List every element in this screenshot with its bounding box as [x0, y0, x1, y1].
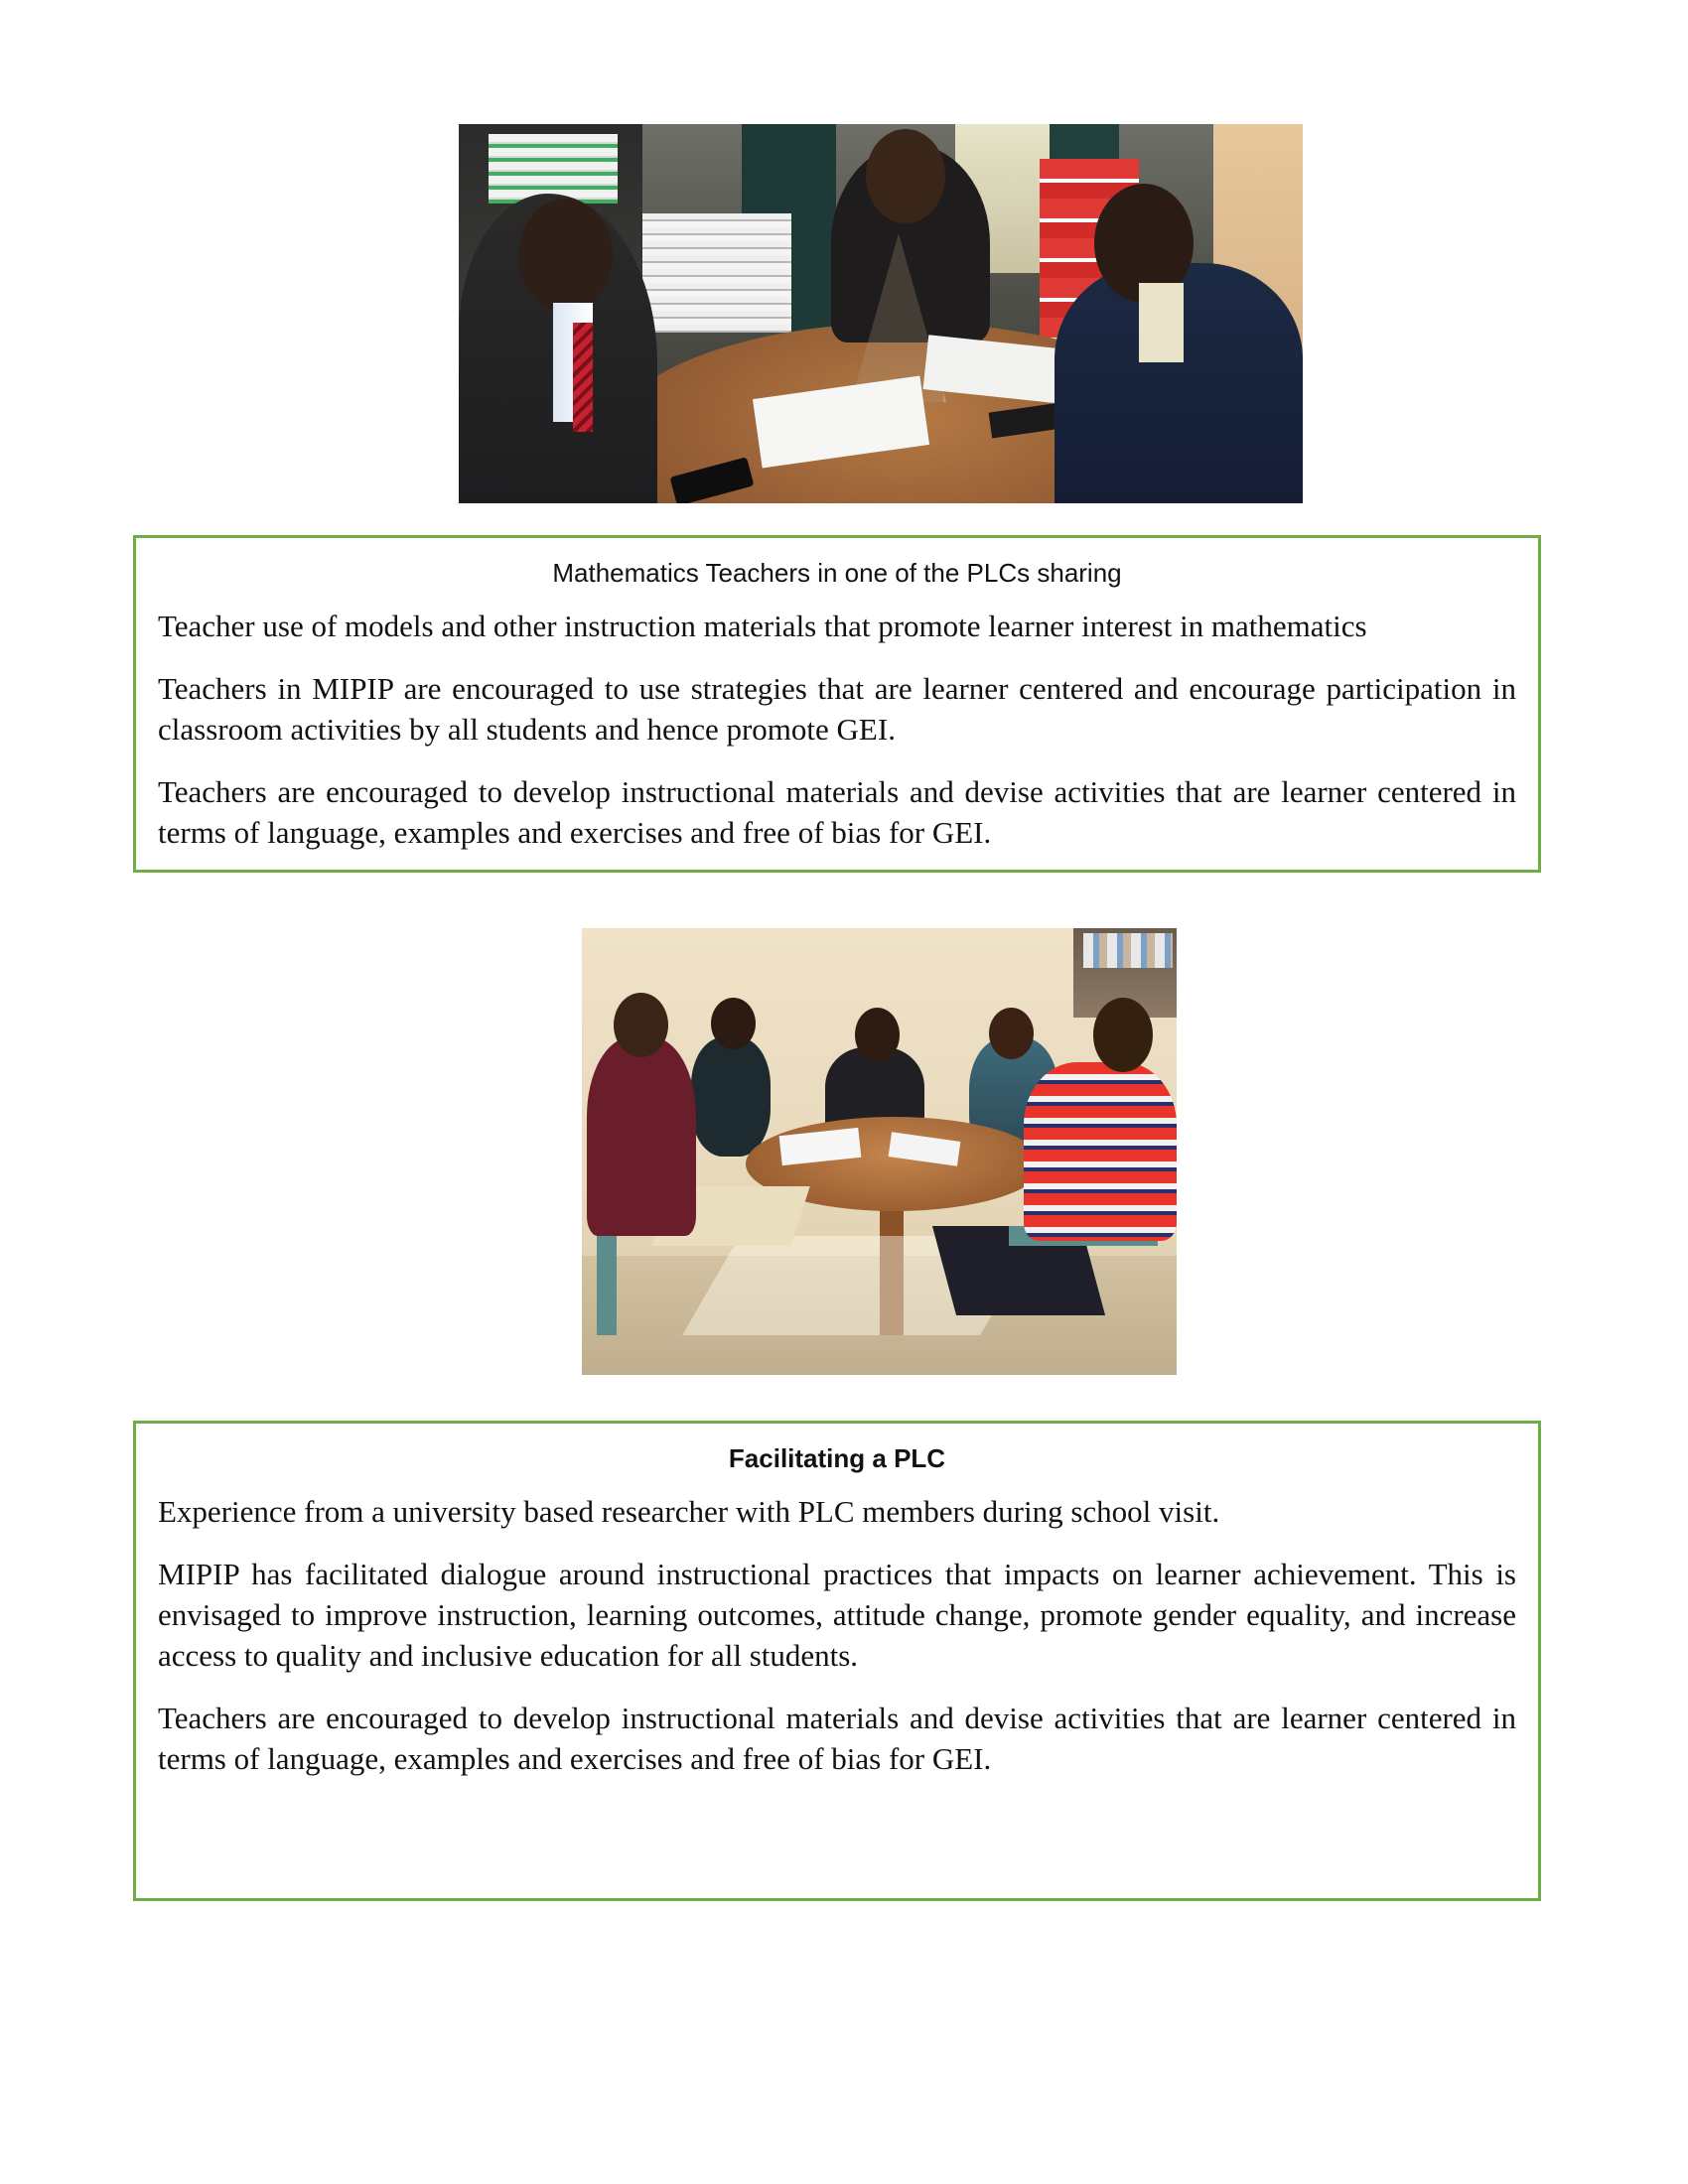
caption-box-facilitating-plc: [133, 1421, 1541, 1901]
collar-shape: [1139, 283, 1184, 362]
participant-shape: [691, 1037, 771, 1157]
teacher-center-head-shape: [866, 129, 945, 223]
box-paragraph: Teachers are encouraged to develop instructional materials and devise activities that are learner centered in terms of language, examples and exercises and free of bias for GEI.: [158, 1701, 1516, 1776]
shelf-items-shape: [1083, 933, 1173, 968]
teacher-left-head-shape: [518, 199, 613, 313]
participant-head-shape: [711, 998, 756, 1049]
participant-head-shape: [989, 1008, 1034, 1059]
caption-box-mathematics-teachers: [133, 535, 1541, 873]
participant-head-shape: [1093, 998, 1153, 1072]
photo-caption: Facilitating a PLC: [728, 1443, 946, 1473]
paper-stack-shape: [642, 213, 791, 333]
participant-head-shape: [855, 1008, 900, 1062]
researcher-shape: [587, 1037, 696, 1236]
tie-shape: [573, 323, 593, 432]
photo-facilitating-plc: [582, 928, 1177, 1375]
photo-mathematics-teachers: [459, 124, 1303, 503]
box-paragraph: Experience from a university based researcher with PLC members during school visit.: [158, 1494, 1220, 1529]
box-paragraph: Teachers in MIPIP are encouraged to use strategies that are learner centered and encourage participation in classroom activities by all students and hence promote GEI.: [158, 671, 1516, 747]
box-paragraph: MIPIP has facilitated dialogue around instructional practices that impacts on learner achievement. This is envisaged to improve instruction, learning outcomes, attitude change, promote gender equality, and increase access to quality and inclusive education for all students.: [158, 1557, 1516, 1673]
photo-caption: Mathematics Teachers in one of the PLCs sharing: [552, 558, 1122, 588]
box-paragraph: Teacher use of models and other instruction materials that promote learner interest in mathematics: [158, 609, 1367, 643]
participant-striped-shirt-shape: [1024, 1062, 1177, 1241]
researcher-head-shape: [614, 993, 668, 1057]
box-paragraph: Teachers are encouraged to develop instructional materials and devise activities that are learner centered in terms of language, examples and exercises and free of bias for GEI.: [158, 774, 1516, 850]
